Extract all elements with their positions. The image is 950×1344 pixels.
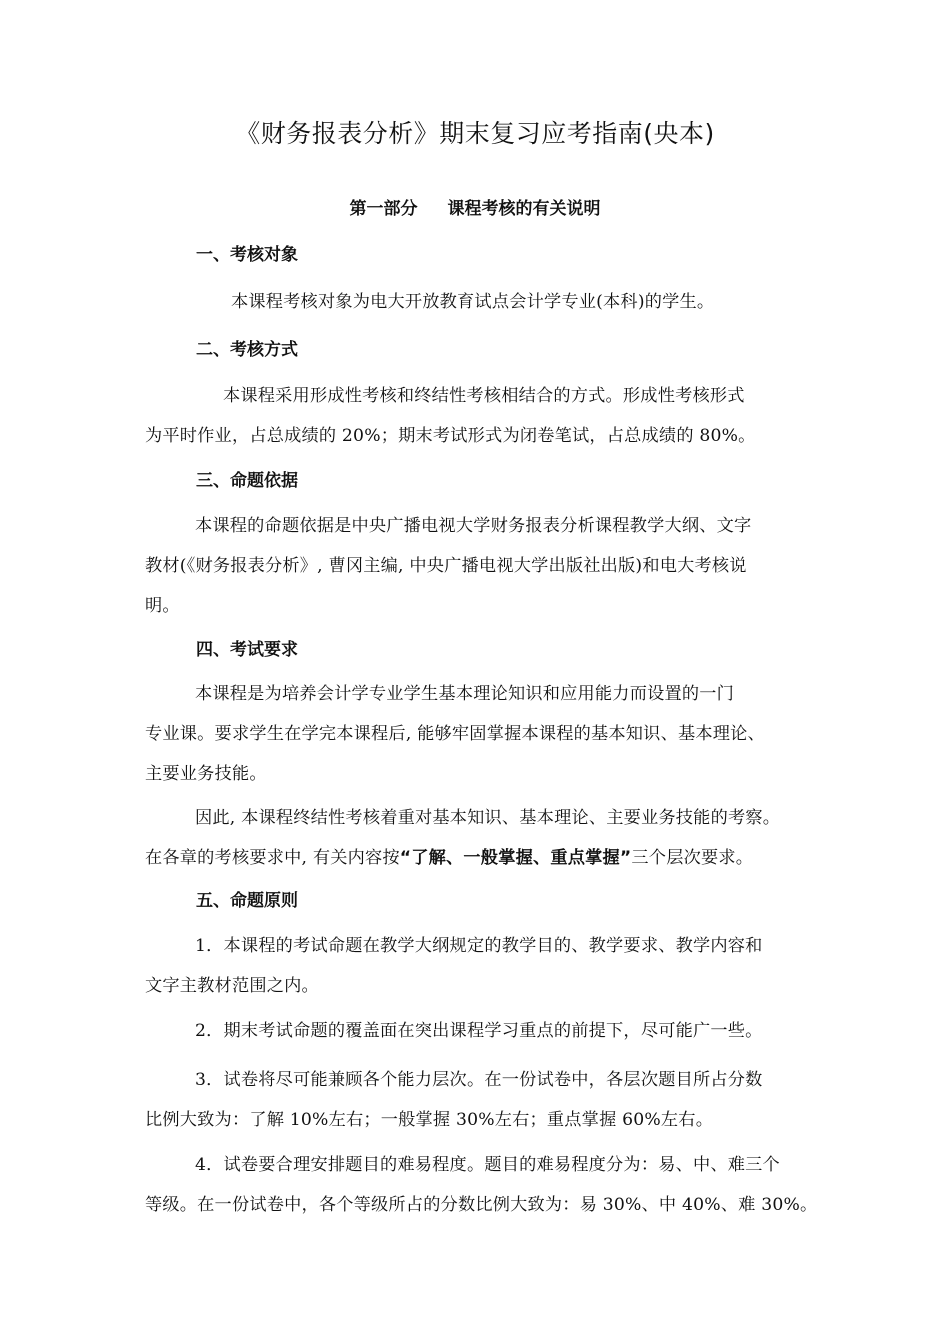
part-name: 课程考核的有关说明	[447, 199, 601, 219]
paragraph-question-basis	[145, 506, 810, 626]
document-title: 《财务报表分析》期末复习应考指南(央本)	[235, 119, 715, 148]
paragraph-line: 文字主教材范围之内。	[145, 976, 319, 996]
paragraph-line	[145, 838, 810, 878]
paragraph-line: 本课程采用形成性考核和终结性考核相结合的方式。形成性考核形式	[223, 386, 745, 406]
paragraph-assessment-target	[145, 282, 810, 322]
text-run: 三个层次要求。	[631, 848, 754, 868]
paragraph-line: 为平时作业，占总成绩的 20%；期末考试形式为闭卷笔试，占总成绩的 80%。	[145, 426, 756, 446]
paragraph-line: 专业课。要求学生在学完本课程后, 能够牢固掌握本课程的基本知识、基本理论、	[145, 724, 765, 744]
paragraph-line: 主要业务技能。	[145, 764, 267, 784]
paragraph-line: 教材(《财务报表分析》, 曹冈主编, 中央广播电视大学出版社出版)和电大考核说	[145, 556, 747, 576]
section-heading-question-basis: 三、命题依据	[196, 471, 298, 491]
paragraph-line: 明。	[145, 596, 180, 616]
part-heading	[0, 196, 950, 222]
section-heading-assessment-method: 二、考核方式	[196, 340, 298, 360]
paragraph-principle-4	[145, 1145, 818, 1225]
section-heading-assessment-target: 一、考核对象	[196, 245, 298, 265]
paragraph-line: 因此, 本课程终结性考核着重对基本知识、基本理论、主要业务技能的考察。	[195, 808, 781, 828]
paragraph-principle-2	[145, 1011, 810, 1051]
paragraph-exam-requirements-2	[145, 798, 810, 878]
paragraph-line: 等级。在一份试卷中，各个等级所占的分数比例大致为：易 30%、中 40%、难 30%。	[145, 1195, 818, 1215]
section-heading-exam-requirements: 四、考试要求	[196, 640, 298, 660]
paragraph-exam-requirements-1	[145, 674, 810, 794]
section-heading-question-principles: 五、命题原则	[196, 891, 298, 911]
paragraph-line: 比例大致为：了解 10%左右；一般掌握 30%左右；重点掌握 60%左右。	[145, 1110, 714, 1130]
paragraph-line: 2．期末考试命题的覆盖面在突出课程学习重点的前提下，尽可能广一些。	[195, 1021, 763, 1041]
paragraph-assessment-method	[145, 376, 810, 456]
paragraph-principle-1	[145, 926, 810, 1006]
paragraph-line: 1．本课程的考试命题在教学大纲规定的教学目的、教学要求、教学内容和	[195, 936, 763, 956]
paragraph-line: 本课程是为培养会计学专业学生基本理论知识和应用能力而设置的一门	[195, 684, 735, 704]
paragraph-line: 本课程考核对象为电大开放教育试点会计学专业(本科)的学生。	[231, 292, 715, 312]
part-number: 第一部分	[349, 199, 418, 219]
text-run: 在各章的考核要求中, 有关内容按	[145, 848, 400, 868]
paragraph-line: 4．试卷要合理安排题目的难易程度。题目的难易程度分为：易、中、难三个	[195, 1155, 780, 1175]
paragraph-line: 3．试卷将尽可能兼顾各个能力层次。在一份试卷中，各层次题目所占分数	[195, 1070, 763, 1090]
emphasis-levels: “了解、一般掌握、重点掌握”	[399, 848, 632, 868]
paragraph-line: 本课程的命题依据是中央广播电视大学财务报表分析课程教学大纲、文字	[195, 516, 752, 536]
paragraph-principle-3	[145, 1060, 810, 1140]
